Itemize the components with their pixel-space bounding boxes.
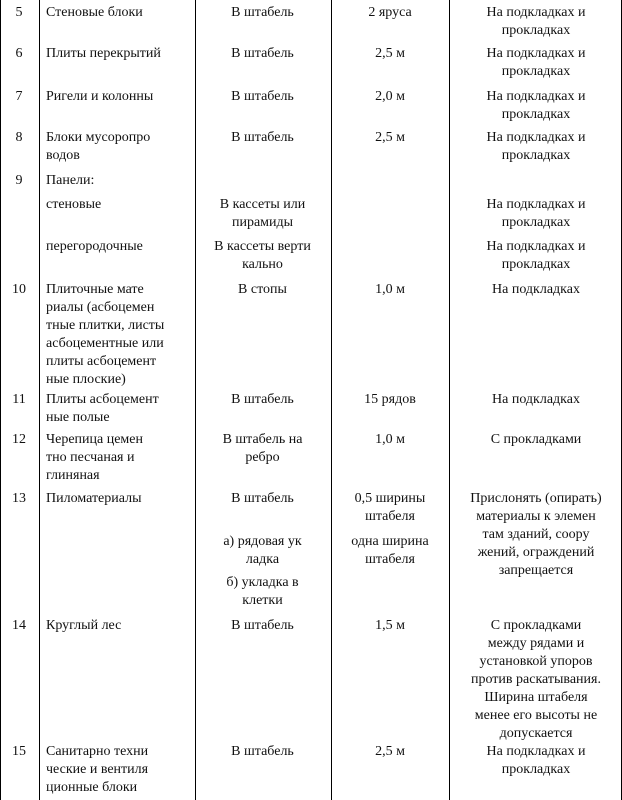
row-number-line: 6 [15, 46, 23, 61]
storage-method-line: а) рядовая ук [223, 534, 302, 549]
storage-note-line: менее его высоты не [474, 708, 598, 723]
stack-height [332, 88, 448, 106]
storage-note [451, 617, 621, 743]
storage-method [196, 431, 329, 467]
storage-note [451, 431, 621, 449]
material-name-line: Блоки мусоропро [46, 130, 151, 145]
storage-note-line: установкой упоров [479, 654, 593, 669]
material-name [46, 129, 194, 165]
stack-height-line: 1,0 м [375, 432, 405, 447]
stack-height [332, 4, 448, 22]
storage-method [196, 196, 329, 232]
storage-note-line: там зданий, соору [482, 527, 590, 542]
material-name [46, 88, 194, 106]
row-number [0, 88, 38, 106]
row-number [0, 172, 38, 190]
row-number [0, 617, 38, 635]
storage-method-line: В кассеты или [219, 197, 306, 212]
row-number-line: 11 [12, 392, 26, 407]
row-number [0, 391, 38, 409]
storage-note [451, 743, 621, 779]
stack-height [332, 129, 448, 147]
material-name [46, 490, 194, 508]
storage-note-line: запрещается [498, 563, 574, 578]
stack-height-line: штабеля [365, 509, 415, 524]
storage-note-line: С прокладками [490, 432, 582, 447]
row-number-line: 10 [12, 282, 26, 297]
storage-note-line: между рядами и [487, 636, 585, 651]
storage-method [196, 45, 329, 63]
storage-note [451, 490, 621, 580]
storage-method-line: В штабель на [222, 432, 303, 447]
material-name-line: Панели: [46, 173, 95, 188]
storage-method-line: В штабель [231, 130, 294, 145]
stack-height [332, 391, 448, 409]
column-divider [39, 0, 40, 800]
storage-note-line: На подкладках и [486, 130, 586, 145]
storage-note-line: Прислонять (опирать) [470, 491, 602, 506]
material-name [46, 172, 194, 190]
storage-method-line: пирамиды [231, 215, 294, 230]
material-name-line: тные плитки, листы [46, 318, 165, 333]
stack-height-line: штабеля [365, 552, 415, 567]
row-number [0, 431, 38, 449]
storage-note-line: На подкладках и [486, 46, 586, 61]
stack-height-line: 1,0 м [375, 282, 405, 297]
stack-height [332, 533, 448, 569]
storage-note [451, 281, 621, 299]
storage-method [196, 490, 329, 508]
storage-method-line: клетки [242, 593, 283, 608]
material-name-line: плиты асбоцемент [46, 354, 157, 369]
stack-height-line: 2,5 м [375, 130, 405, 145]
material-name [46, 391, 194, 427]
storage-method-line: В штабель [231, 5, 294, 20]
storage-method-line: В штабель [231, 618, 294, 633]
storage-method [196, 533, 329, 569]
stack-height [332, 431, 448, 449]
storage-method [196, 391, 329, 409]
storage-method-line: кально [242, 257, 283, 272]
storage-note-line: Ширина штабеля [484, 690, 588, 705]
storage-note-line: прокладках [501, 762, 571, 777]
storage-method-line: В штабель [231, 46, 294, 61]
row-number-line: 8 [15, 130, 23, 145]
storage-method [196, 574, 329, 610]
stack-height-line: 1,5 м [375, 618, 405, 633]
storage-note-line: против раскатывания. [471, 672, 601, 687]
material-name [46, 196, 194, 214]
storage-note [451, 129, 621, 165]
storage-note-line: прокладках [501, 64, 571, 79]
storage-method [196, 617, 329, 635]
storage-note [451, 88, 621, 124]
storage-method [196, 88, 329, 106]
row-number-line: 15 [12, 744, 26, 759]
storage-note-line: допускается [499, 726, 573, 741]
material-name-line: Санитарно техни [46, 744, 149, 759]
storage-note-line: На подкладках и [486, 5, 586, 20]
storage-method-line: В штабель [231, 491, 294, 506]
stack-height-line: одна ширина [351, 534, 429, 549]
material-name-line: Черепица цемен [46, 432, 143, 447]
row-number [0, 490, 38, 508]
storage-note-line: С прокладками [490, 618, 582, 633]
stack-height-line: 2 яруса [368, 5, 412, 20]
storage-note [451, 391, 621, 409]
material-name-line: ческие и вентиля [46, 762, 149, 777]
storage-note [451, 4, 621, 40]
material-name-line: Пиломатериалы [46, 491, 142, 506]
stack-height [332, 45, 448, 63]
storage-method-line: ладка [245, 552, 280, 567]
storage-note-line: На подкладках [492, 392, 580, 407]
material-name [46, 617, 194, 635]
material-name-line: тно песчаная и [46, 450, 135, 465]
storage-note [451, 196, 621, 232]
stack-height [332, 490, 448, 526]
storage-method-line: В штабель [231, 744, 294, 759]
storage-note-line: На подкладках и [486, 744, 586, 759]
material-name-line: стеновые [46, 197, 102, 212]
storage-note-line: На подкладках и [486, 239, 586, 254]
stack-height-line: 0,5 ширины [354, 491, 426, 506]
storage-note [451, 45, 621, 81]
storage-method-line: В штабель [231, 89, 294, 104]
material-name-line: риалы (асбоцемен [46, 300, 155, 315]
material-name [46, 4, 194, 22]
row-number-line: 13 [12, 491, 26, 506]
material-name-line: водов [46, 148, 80, 163]
material-name-line: Стеновые блоки [46, 5, 143, 20]
material-name-line: глиняная [46, 468, 100, 483]
storage-note-line: прокладках [501, 107, 571, 122]
material-name [46, 45, 194, 63]
material-name-line: Ригели и колонны [46, 89, 154, 104]
material-name-line: ные полые [46, 410, 110, 425]
material-name-line: перегородочные [46, 239, 143, 254]
storage-method [196, 4, 329, 22]
storage-note [451, 238, 621, 274]
row-number-line: 14 [12, 618, 26, 633]
storage-method-line: В штабель [231, 392, 294, 407]
material-name [46, 281, 194, 389]
storage-note-line: материалы к элемен [476, 509, 596, 524]
storage-note-line: жений, ограждений [477, 545, 595, 560]
material-name [46, 238, 194, 256]
storage-note-line: прокладках [501, 148, 571, 163]
row-number [0, 45, 38, 63]
stack-height-line: 2,0 м [375, 89, 405, 104]
storage-method-line: ребро [245, 450, 280, 465]
material-name-line: ные плоские) [46, 372, 126, 387]
row-number [0, 743, 38, 761]
stack-height [332, 617, 448, 635]
row-number [0, 129, 38, 147]
material-name [46, 743, 194, 797]
storage-method [196, 281, 329, 299]
storage-note-line: прокладках [501, 23, 571, 38]
storage-note-line: На подкладках и [486, 197, 586, 212]
row-number-line: 12 [12, 432, 26, 447]
storage-method-line: В стопы [238, 282, 287, 297]
material-name-line: ционные блоки [46, 780, 138, 795]
column-divider [449, 0, 450, 800]
material-name [46, 431, 194, 485]
storage-note-line: На подкладках [492, 282, 580, 297]
stack-height-line: 15 рядов [364, 392, 416, 407]
storage-method [196, 743, 329, 761]
material-name-line: Плиты перекрытий [46, 46, 161, 61]
row-number-line: 5 [15, 5, 23, 20]
storage-method-line: б) укладка в [226, 575, 299, 590]
stack-height-line: 2,5 м [375, 744, 405, 759]
row-number-line: 9 [15, 173, 23, 188]
stack-height [332, 743, 448, 761]
row-number [0, 281, 38, 299]
material-name-line: Плиточные мате [46, 282, 144, 297]
material-name-line: асбоцементные или [46, 336, 164, 351]
row-number-line: 7 [15, 89, 23, 104]
storage-note-line: На подкладках и [486, 89, 586, 104]
row-number [0, 4, 38, 22]
storage-method [196, 129, 329, 147]
stack-height [332, 281, 448, 299]
material-name-line: Плиты асбоцемент [46, 392, 159, 407]
storage-note-line: прокладках [501, 257, 571, 272]
storage-note-line: прокладках [501, 215, 571, 230]
storage-method [196, 238, 329, 274]
storage-method-line: В кассеты верти [214, 239, 311, 254]
material-name-line: Круглый лес [46, 618, 122, 633]
stack-height-line: 2,5 м [375, 46, 405, 61]
